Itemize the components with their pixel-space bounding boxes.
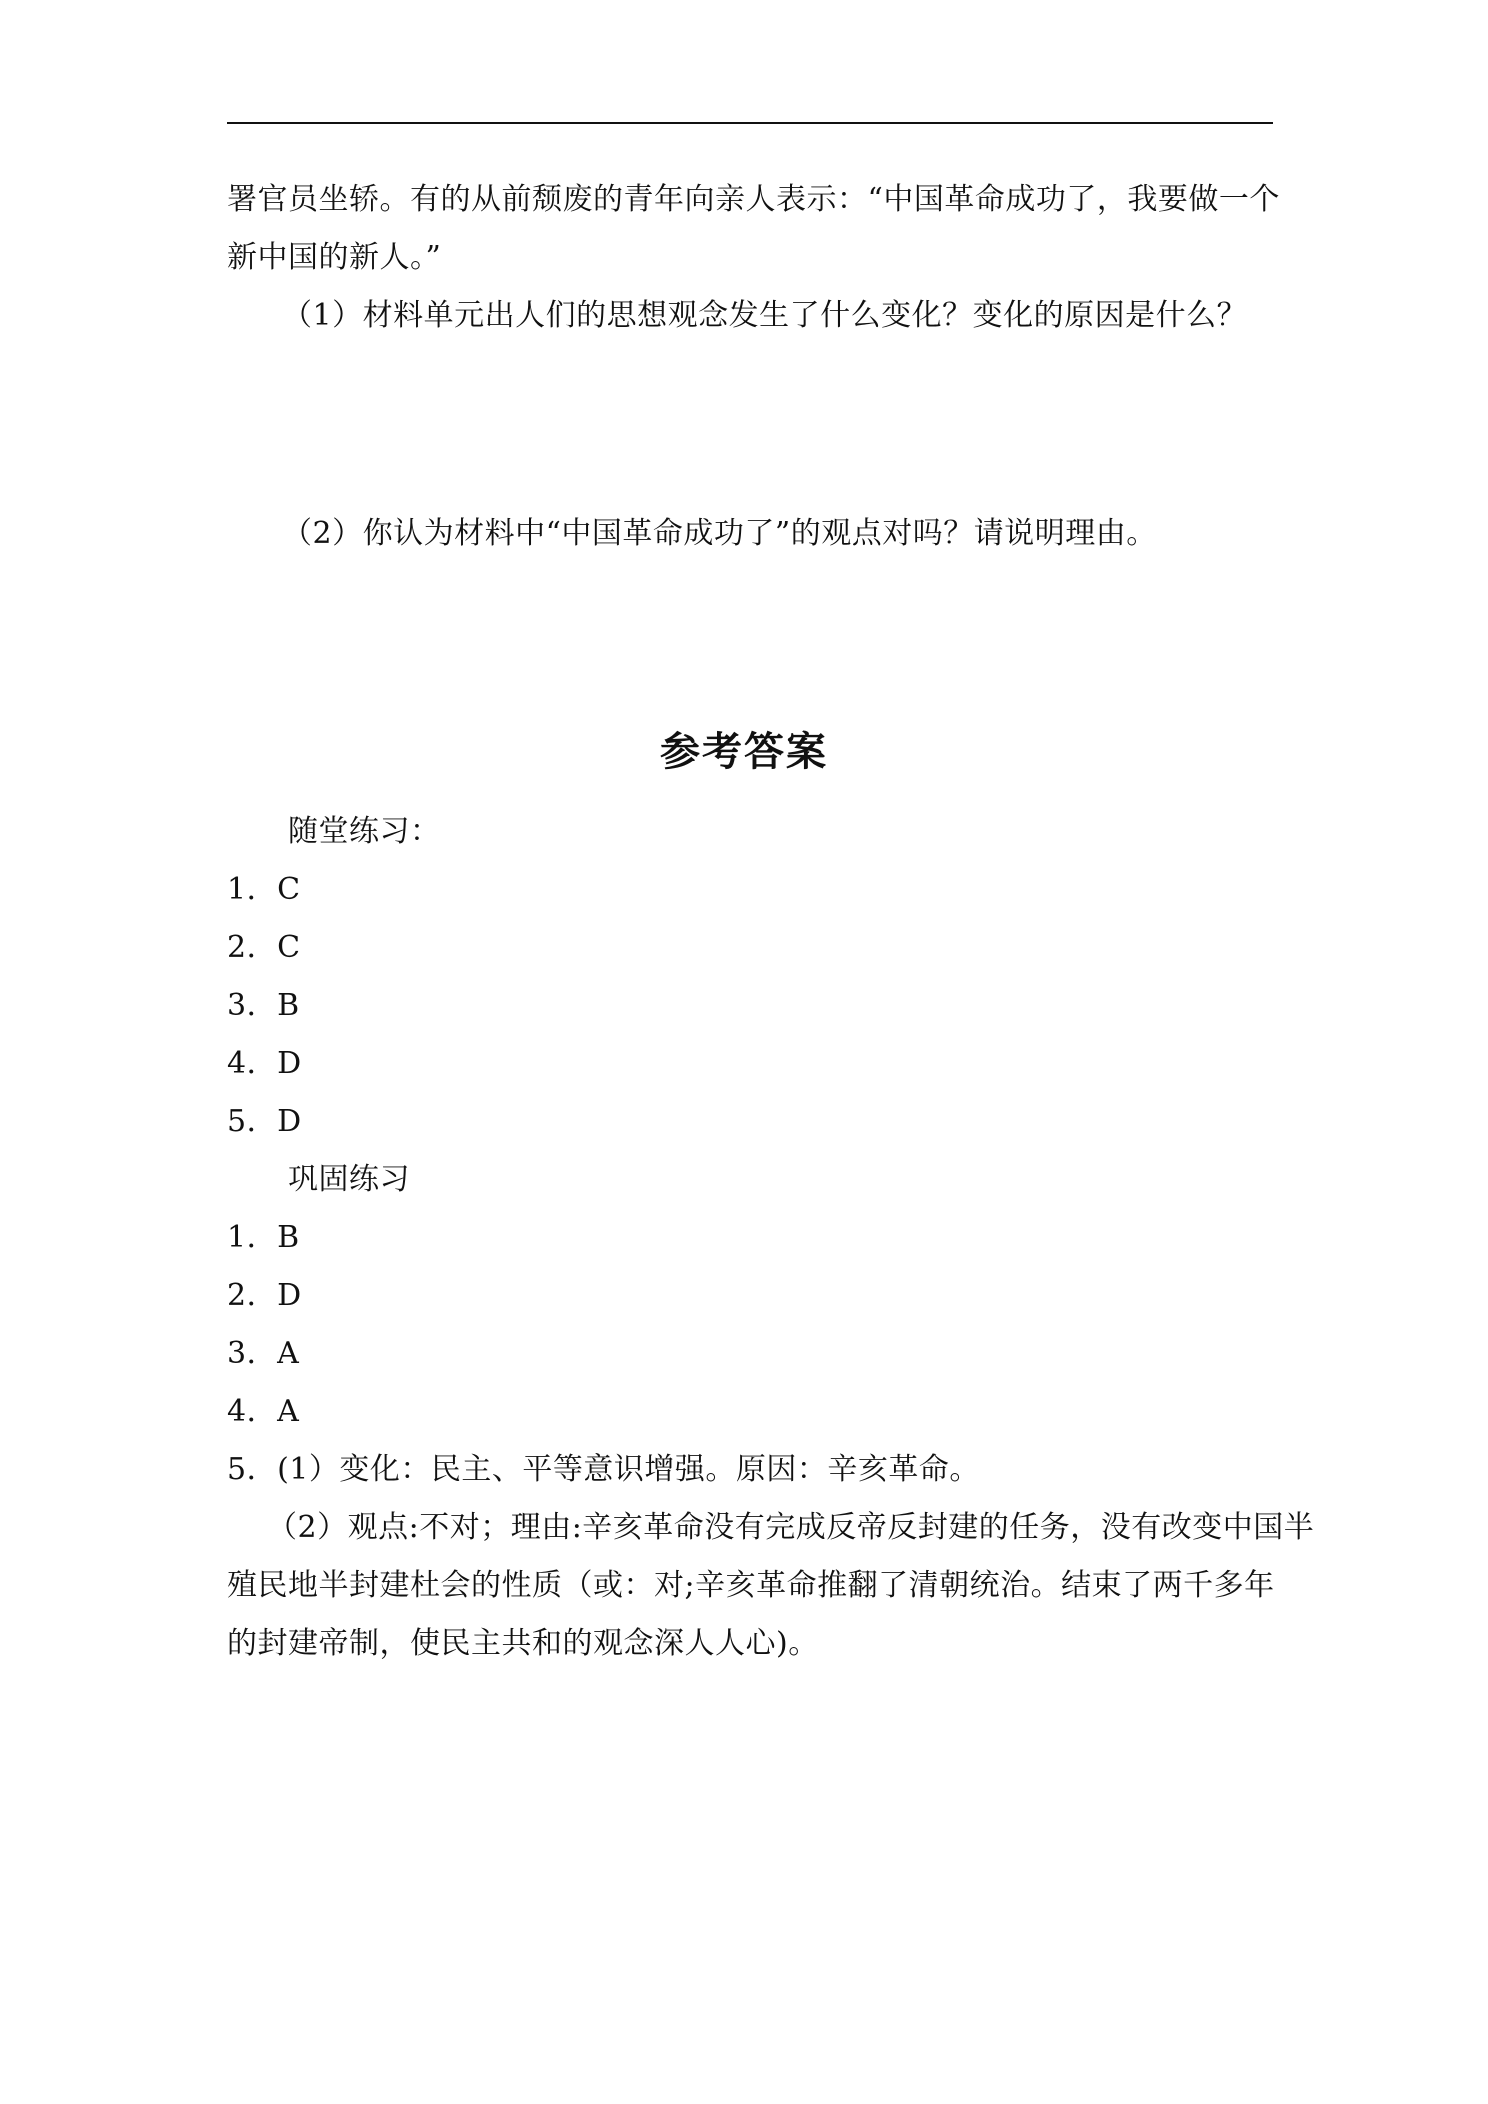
- answer-item: 3．B: [227, 988, 300, 1023]
- answer-item: 4．A: [227, 1394, 300, 1429]
- question-1: （1）材料单元出人们的思想观念发生了什么变化？变化的原因是什么？: [282, 298, 1248, 333]
- answer-item: 1．B: [227, 1220, 300, 1255]
- section-label-consolidation: 巩固练习: [288, 1162, 410, 1197]
- answer-item: 5．D: [227, 1104, 302, 1139]
- answer-item: 1．C: [227, 872, 301, 907]
- section-label-practice: 随堂练习：: [288, 814, 441, 849]
- material-text-line-1: 署官员坐轿。有的从前颓废的青年向亲人表示：“中国革命成功了，我要做一个: [227, 182, 1280, 217]
- answer-key-title: 参考答案: [660, 729, 828, 775]
- answer-item: 2．D: [227, 1278, 302, 1313]
- answer-item-5-part-2-line-1: （2）观点:不对；理由:辛亥革命没有完成反帝反封建的任务，没有改变中国半: [267, 1510, 1315, 1545]
- question-2: （2）你认为材料中“中国革命成功了”的观点对吗？请说明理由。: [282, 516, 1157, 551]
- answer-item-5-part-2-line-3: 的封建帝制，使民主共和的观念深人人心)。: [227, 1626, 819, 1661]
- material-text-line-2: 新中国的新人。”: [227, 240, 442, 275]
- header-rule: [227, 122, 1273, 124]
- answer-item: 3．A: [227, 1336, 300, 1371]
- answer-item: 4．D: [227, 1046, 302, 1081]
- answer-item-5-part-2-line-2: 殖民地半封建杜会的性质（或：对;辛亥革命推翻了清朝统治。结束了两千多年: [227, 1568, 1275, 1603]
- answer-item: 2．C: [227, 930, 301, 965]
- answer-item-5-part-1: 5．(1）变化：民主、平等意识增强。原因：辛亥革命。: [227, 1452, 980, 1487]
